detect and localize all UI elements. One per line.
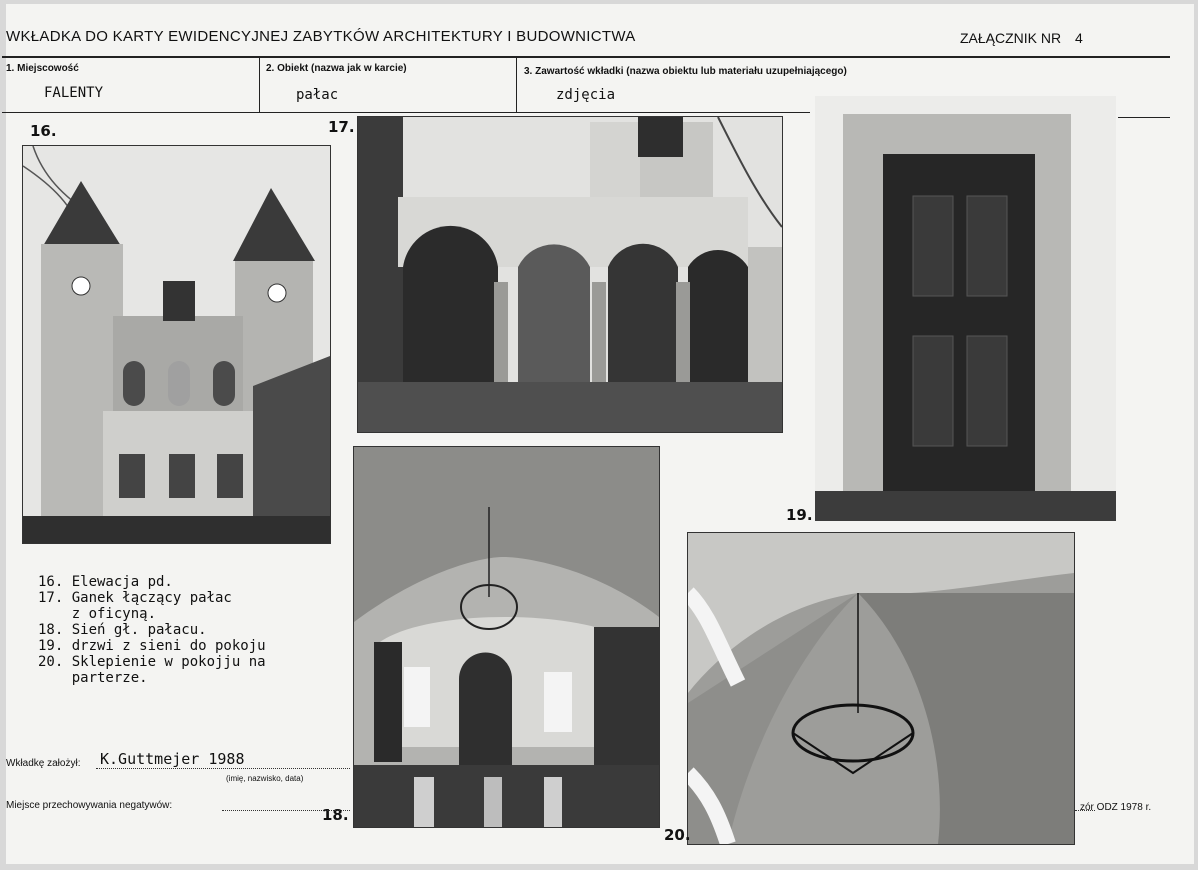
content-value: zdjęcia — [556, 87, 616, 103]
author-dotline — [96, 768, 350, 769]
photo-17-arcaded-gallery — [357, 116, 783, 433]
photo-19-drawing — [815, 96, 1116, 521]
locality-label: 1. Miejscowość — [6, 63, 79, 74]
object-label: 2. Obiekt (nazwa jak w karcie) — [266, 63, 407, 74]
caption-list — [38, 574, 266, 686]
object-value: pałac — [296, 87, 339, 103]
annex-label — [960, 30, 1083, 46]
content-label: 3. Zawartość wkładki (nazwa obiektu lub materiału uzupełniającego) — [524, 66, 847, 77]
form-note: zór ODZ 1978 r. — [1080, 802, 1152, 813]
field-bottom-rule — [2, 112, 810, 113]
photo-16-number: 16. — [30, 122, 57, 140]
photo-18-number: 18. — [322, 806, 349, 824]
negatives-label: Miejsce przechowywania negatywów: — [6, 800, 173, 811]
caption-line: 19. drzwi z sieni do pokoju — [38, 638, 266, 654]
author-label: Wkładkę założył: — [6, 758, 81, 769]
photo-20-vaulted-ceiling — [687, 532, 1075, 845]
author-hint: (imię, nazwisko, data) — [226, 774, 304, 783]
field-bottom-rule-right — [1118, 117, 1170, 118]
header-rule — [2, 56, 1170, 58]
photo-16-drawing — [23, 146, 330, 543]
photo-20-number: 20. — [664, 826, 691, 844]
negatives-dotline — [222, 810, 350, 811]
photo-17-drawing — [358, 117, 782, 432]
photo-18-main-hall — [353, 446, 660, 828]
photo-17-number: 17. — [328, 118, 355, 136]
photo-19-door — [815, 96, 1116, 521]
caption-line: 18. Sień gł. pałacu. — [38, 622, 207, 638]
annex-label-text: ZAŁĄCZNIK NR — [960, 30, 1062, 46]
caption-line: parterze. — [38, 670, 148, 686]
caption-line: 16. Elewacja pd. — [38, 574, 173, 590]
photo-16-south-elevation — [22, 145, 331, 544]
sheet-title: WKŁADKA DO KARTY EWIDENCYJNEJ ZABYTKÓW ARCHITEKTURY I BUDOWNICTWA — [6, 28, 636, 45]
locality-value: FALENTY — [44, 85, 104, 101]
photo-19-number: 19. — [786, 506, 813, 524]
photo-20-drawing — [688, 533, 1074, 844]
field-divider-1 — [259, 56, 260, 112]
caption-line: 17. Ganek łączący pałac — [38, 590, 232, 606]
author-value: K.Guttmejer 1988 — [100, 750, 245, 768]
caption-line: z oficyną. — [38, 606, 157, 622]
caption-line: 20. Sklepienie w pokojju na — [38, 654, 266, 670]
annex-number: 4 — [1075, 30, 1083, 46]
field-divider-2 — [516, 56, 517, 112]
photo-18-drawing — [354, 447, 659, 827]
